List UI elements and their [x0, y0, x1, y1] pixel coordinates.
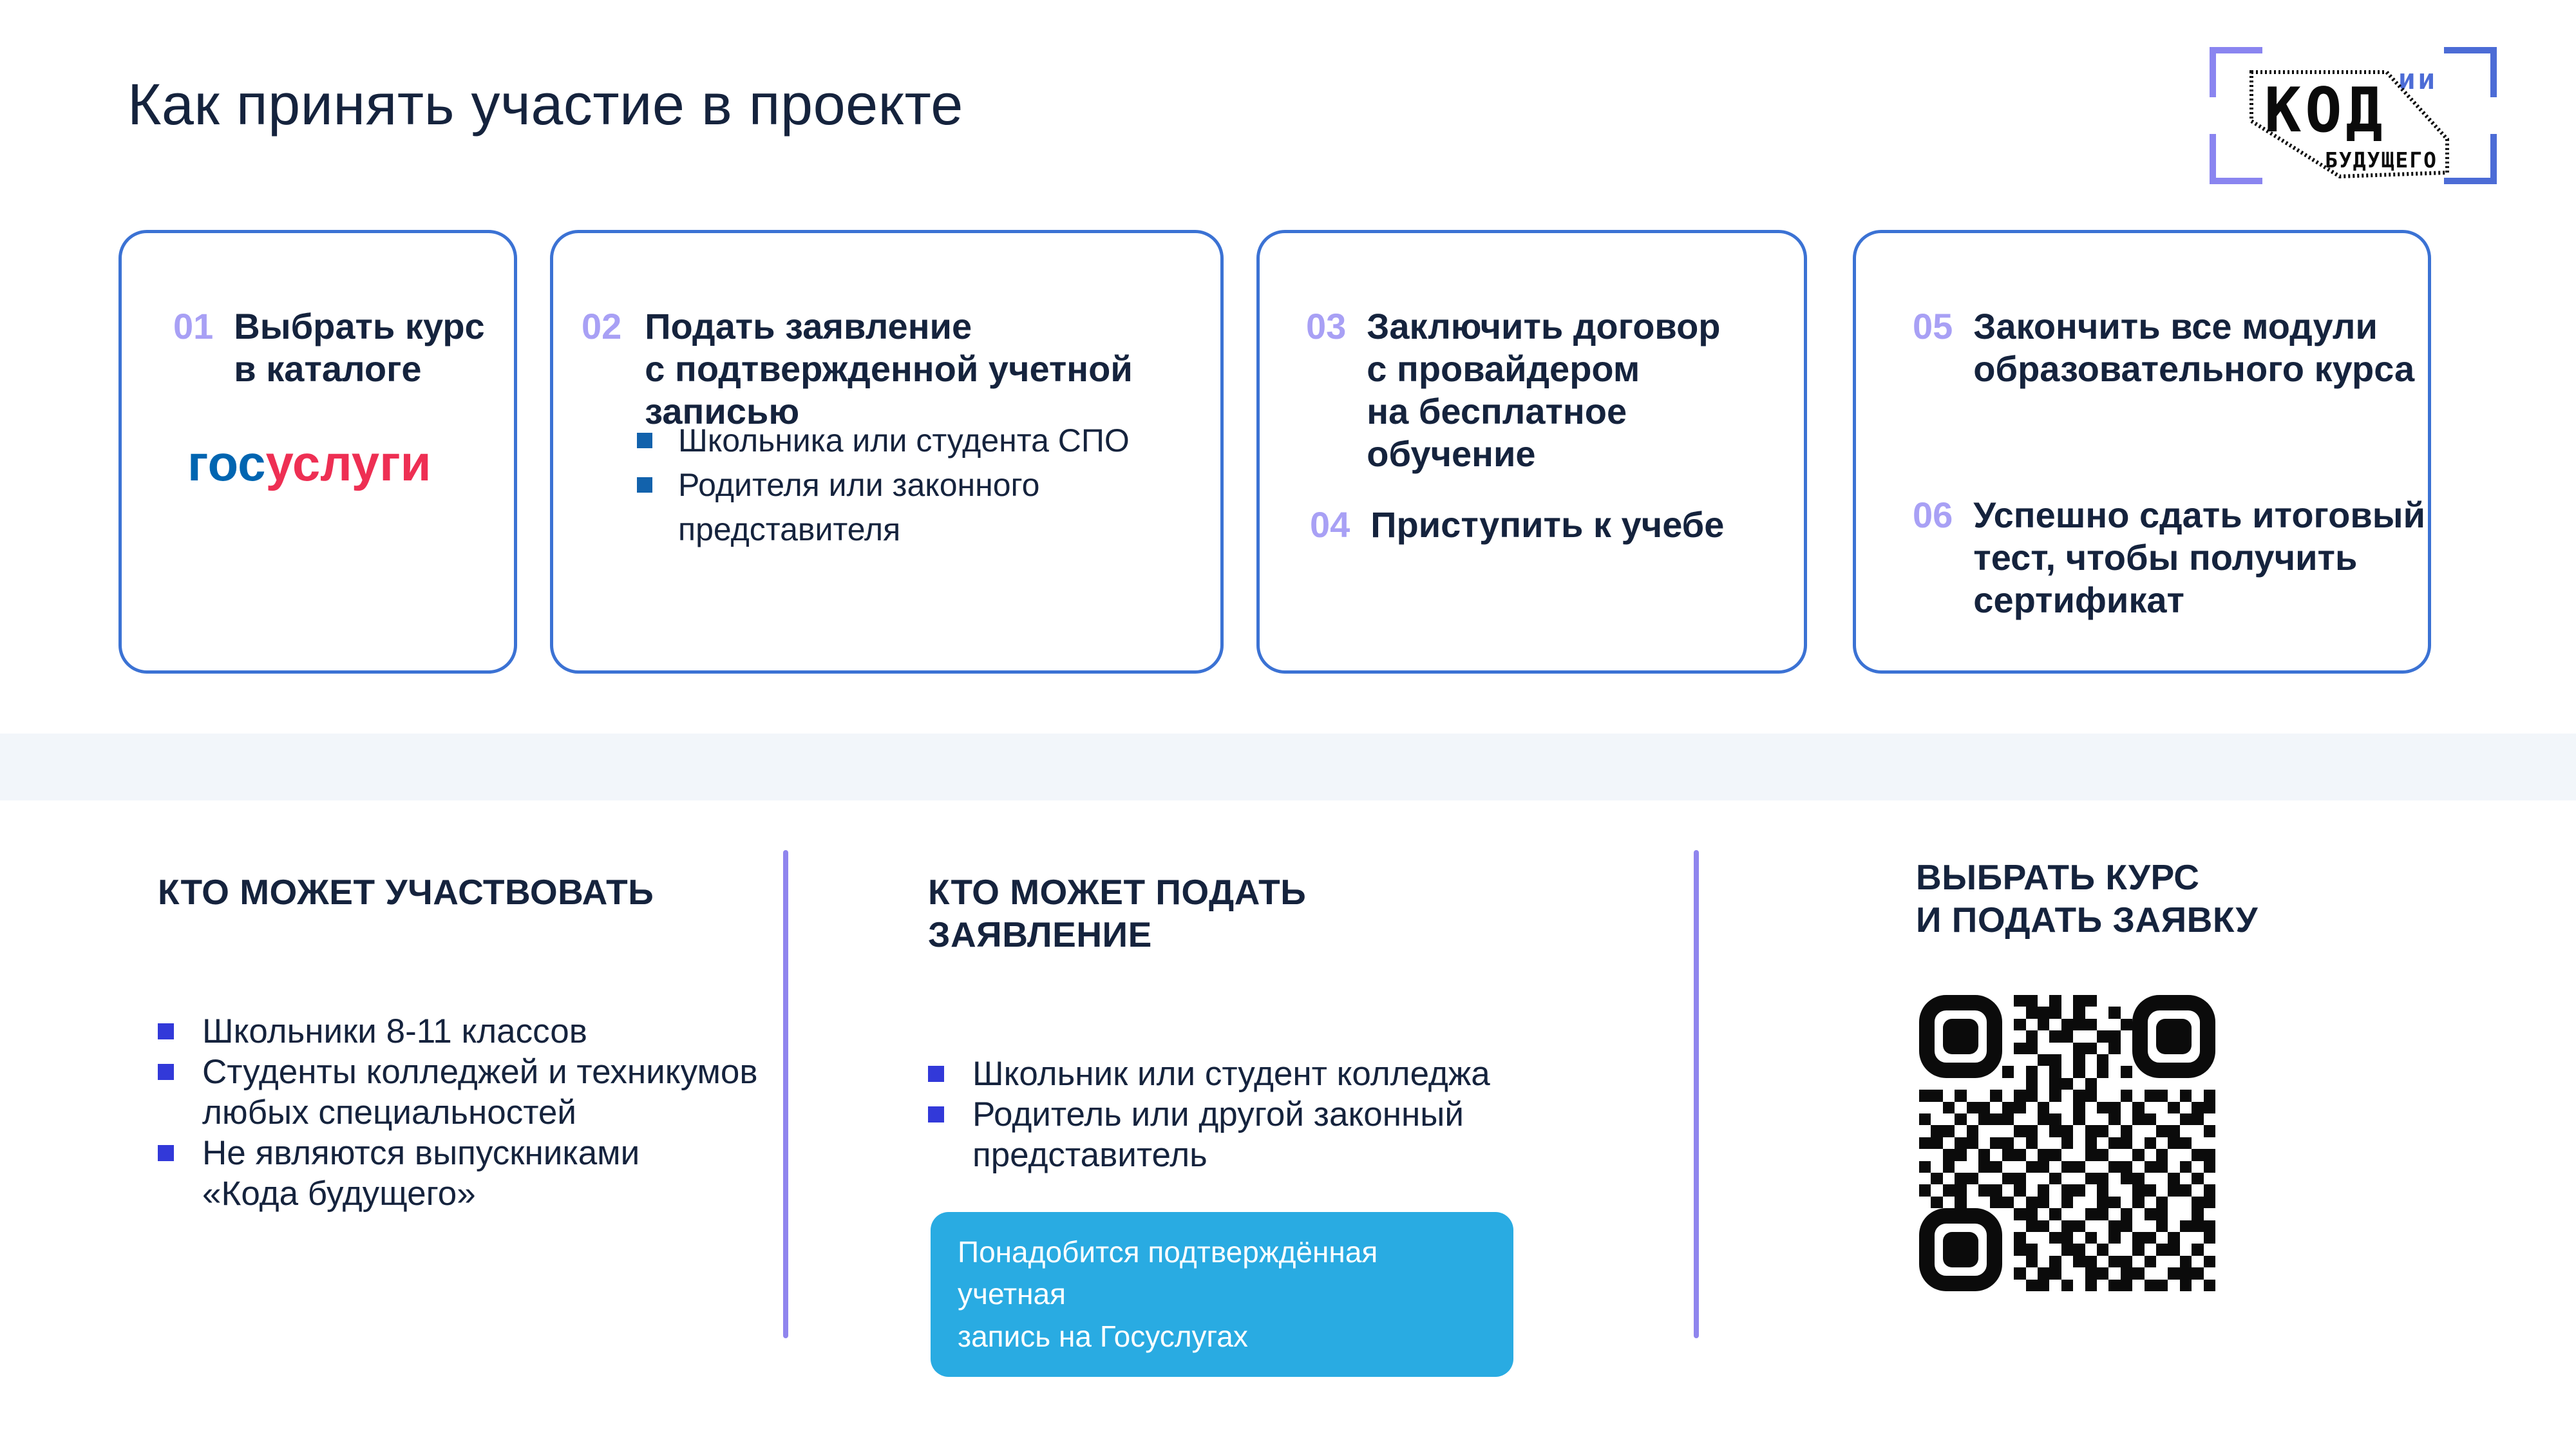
step-title-line: Приступить к учебе — [1370, 504, 1725, 545]
list-item — [637, 463, 1130, 552]
list-item-line: Родителя или законного — [678, 467, 1040, 503]
step-05 — [1913, 305, 2414, 390]
note-line: Понадобится подтверждённая учетная — [958, 1235, 1378, 1311]
list-item-line: Школьник или студент колледжа — [972, 1055, 1490, 1093]
vertical-divider — [1694, 850, 1699, 1338]
list-item-line: представитель — [972, 1136, 1208, 1174]
bullet-square-icon — [928, 1106, 944, 1122]
step-title — [1370, 504, 1724, 546]
list-item — [158, 1133, 776, 1214]
list-item-line: Студенты колледжей и техникумов — [202, 1053, 758, 1091]
section-heading — [1916, 856, 2264, 941]
bracket-bottom-left-icon — [2213, 134, 2262, 181]
qr-code — [1919, 995, 2215, 1291]
step-title — [1367, 305, 1804, 475]
step-title-line: Успешно сдать итоговый — [1973, 495, 2426, 535]
list-item-text — [678, 419, 1130, 463]
step-number: 06 — [1913, 495, 1953, 535]
list-item-text — [678, 463, 1039, 552]
step-title-line: Заключить договор — [1367, 306, 1721, 346]
section-heading: КТО МОЖЕТ ПОДАТЬ ЗАЯВЛЕНИЕ — [928, 872, 1307, 954]
list-item — [928, 1054, 1537, 1094]
step-06 — [1913, 494, 2425, 621]
qr-finder-bottom-left-icon — [1919, 1208, 2002, 1291]
step-title-line: Закончить все модули — [1973, 306, 2378, 346]
section-choose-course-qr — [1916, 856, 2264, 941]
bracket-bottom-right-icon — [2444, 134, 2494, 181]
logo-ii-label: ии — [2398, 63, 2438, 96]
list-item-line: любых специальностей — [202, 1094, 577, 1132]
section-heading-line: ВЫБРАТЬ КУРС — [1916, 857, 2200, 897]
gosuslugi-logo-blue-part: гос — [187, 435, 266, 491]
kod-budushchego-logo — [2195, 10, 2512, 209]
step-title — [234, 305, 484, 390]
list-item — [158, 1011, 776, 1052]
gosuslugi-logo-red-part: услуги — [265, 435, 431, 491]
qr-finder-top-right-icon — [2132, 995, 2215, 1078]
step-title — [645, 305, 1220, 433]
step-title-line: тест, чтобы получить — [1973, 537, 2358, 578]
list-item-text — [202, 1052, 758, 1133]
step-title-line: образовательного курса — [1973, 348, 2415, 390]
step-title-line: Подать заявление — [645, 306, 972, 346]
section-who-can-participate — [158, 871, 776, 1214]
section-bullet-list — [158, 1011, 776, 1214]
step-card-3 — [1256, 230, 1807, 674]
bullet-square-icon — [637, 477, 652, 493]
step-01 — [173, 305, 485, 390]
list-item-line: представителя — [678, 511, 901, 547]
step-title-line: с провайдером — [1367, 348, 1640, 390]
section-bullet-list — [928, 1054, 1537, 1175]
bullet-square-icon — [158, 1023, 174, 1039]
step-card-2 — [550, 230, 1224, 674]
section-heading-line: И ПОДАТЬ ЗАЯВКУ — [1916, 900, 2259, 940]
card-bullet-list — [637, 419, 1130, 552]
list-item — [637, 419, 1130, 463]
step-title-line: на бесплатное обучение — [1367, 391, 1627, 475]
bracket-top-right-icon — [2444, 50, 2494, 97]
step-title — [1973, 494, 2425, 621]
step-title — [1973, 305, 2414, 390]
step-title-line: в каталоге — [234, 348, 422, 390]
vertical-divider — [783, 850, 788, 1338]
section-who-can-apply — [928, 871, 1537, 1175]
step-03 — [1306, 305, 1804, 475]
list-item-line: Не являются выпускниками — [202, 1134, 640, 1172]
step-number: 01 — [173, 306, 214, 346]
list-item-text — [972, 1094, 1464, 1175]
logo-budushchego-label: БУДУЩЕГО — [2325, 147, 2438, 173]
step-number: 05 — [1913, 306, 1953, 346]
qr-finder-top-left-icon — [1919, 995, 2002, 1078]
list-item-text — [972, 1054, 1490, 1094]
bullet-square-icon — [158, 1064, 174, 1080]
step-number: 02 — [582, 306, 622, 346]
list-item-line: Школьника или студента СПО — [678, 422, 1130, 459]
step-card-4 — [1853, 230, 2431, 674]
background-band — [0, 734, 2576, 800]
list-item-line: «Кода будущего» — [202, 1175, 476, 1213]
list-item — [158, 1052, 776, 1133]
note-line: запись на Госуслугах — [958, 1319, 1248, 1353]
step-card-1 — [118, 230, 517, 674]
bullet-square-icon — [637, 433, 652, 448]
step-title-line: с подтвержденной учетной записью — [645, 348, 1133, 432]
step-title-line: сертификат — [1973, 580, 2184, 621]
step-number: 03 — [1306, 306, 1347, 346]
step-02 — [582, 305, 1220, 433]
gosuslugi-account-note — [931, 1212, 1513, 1377]
logo-kod-label: КОД — [2264, 75, 2387, 146]
step-04 — [1310, 504, 1724, 546]
step-number: 04 — [1310, 504, 1350, 545]
list-item-line: Родитель или другой законный — [972, 1095, 1464, 1133]
gosuslugi-logo — [187, 434, 431, 493]
list-item-text — [202, 1133, 639, 1214]
page-title: Как принять участие в проекте — [128, 73, 963, 137]
step-title-line: Выбрать курс — [234, 306, 485, 346]
bullet-square-icon — [928, 1066, 944, 1082]
list-item — [928, 1094, 1537, 1175]
section-heading: КТО МОЖЕТ УЧАСТВОВАТЬ — [158, 872, 654, 912]
bullet-square-icon — [158, 1145, 174, 1161]
list-item-line: Школьники 8-11 классов — [202, 1012, 587, 1050]
list-item-text — [202, 1011, 587, 1052]
